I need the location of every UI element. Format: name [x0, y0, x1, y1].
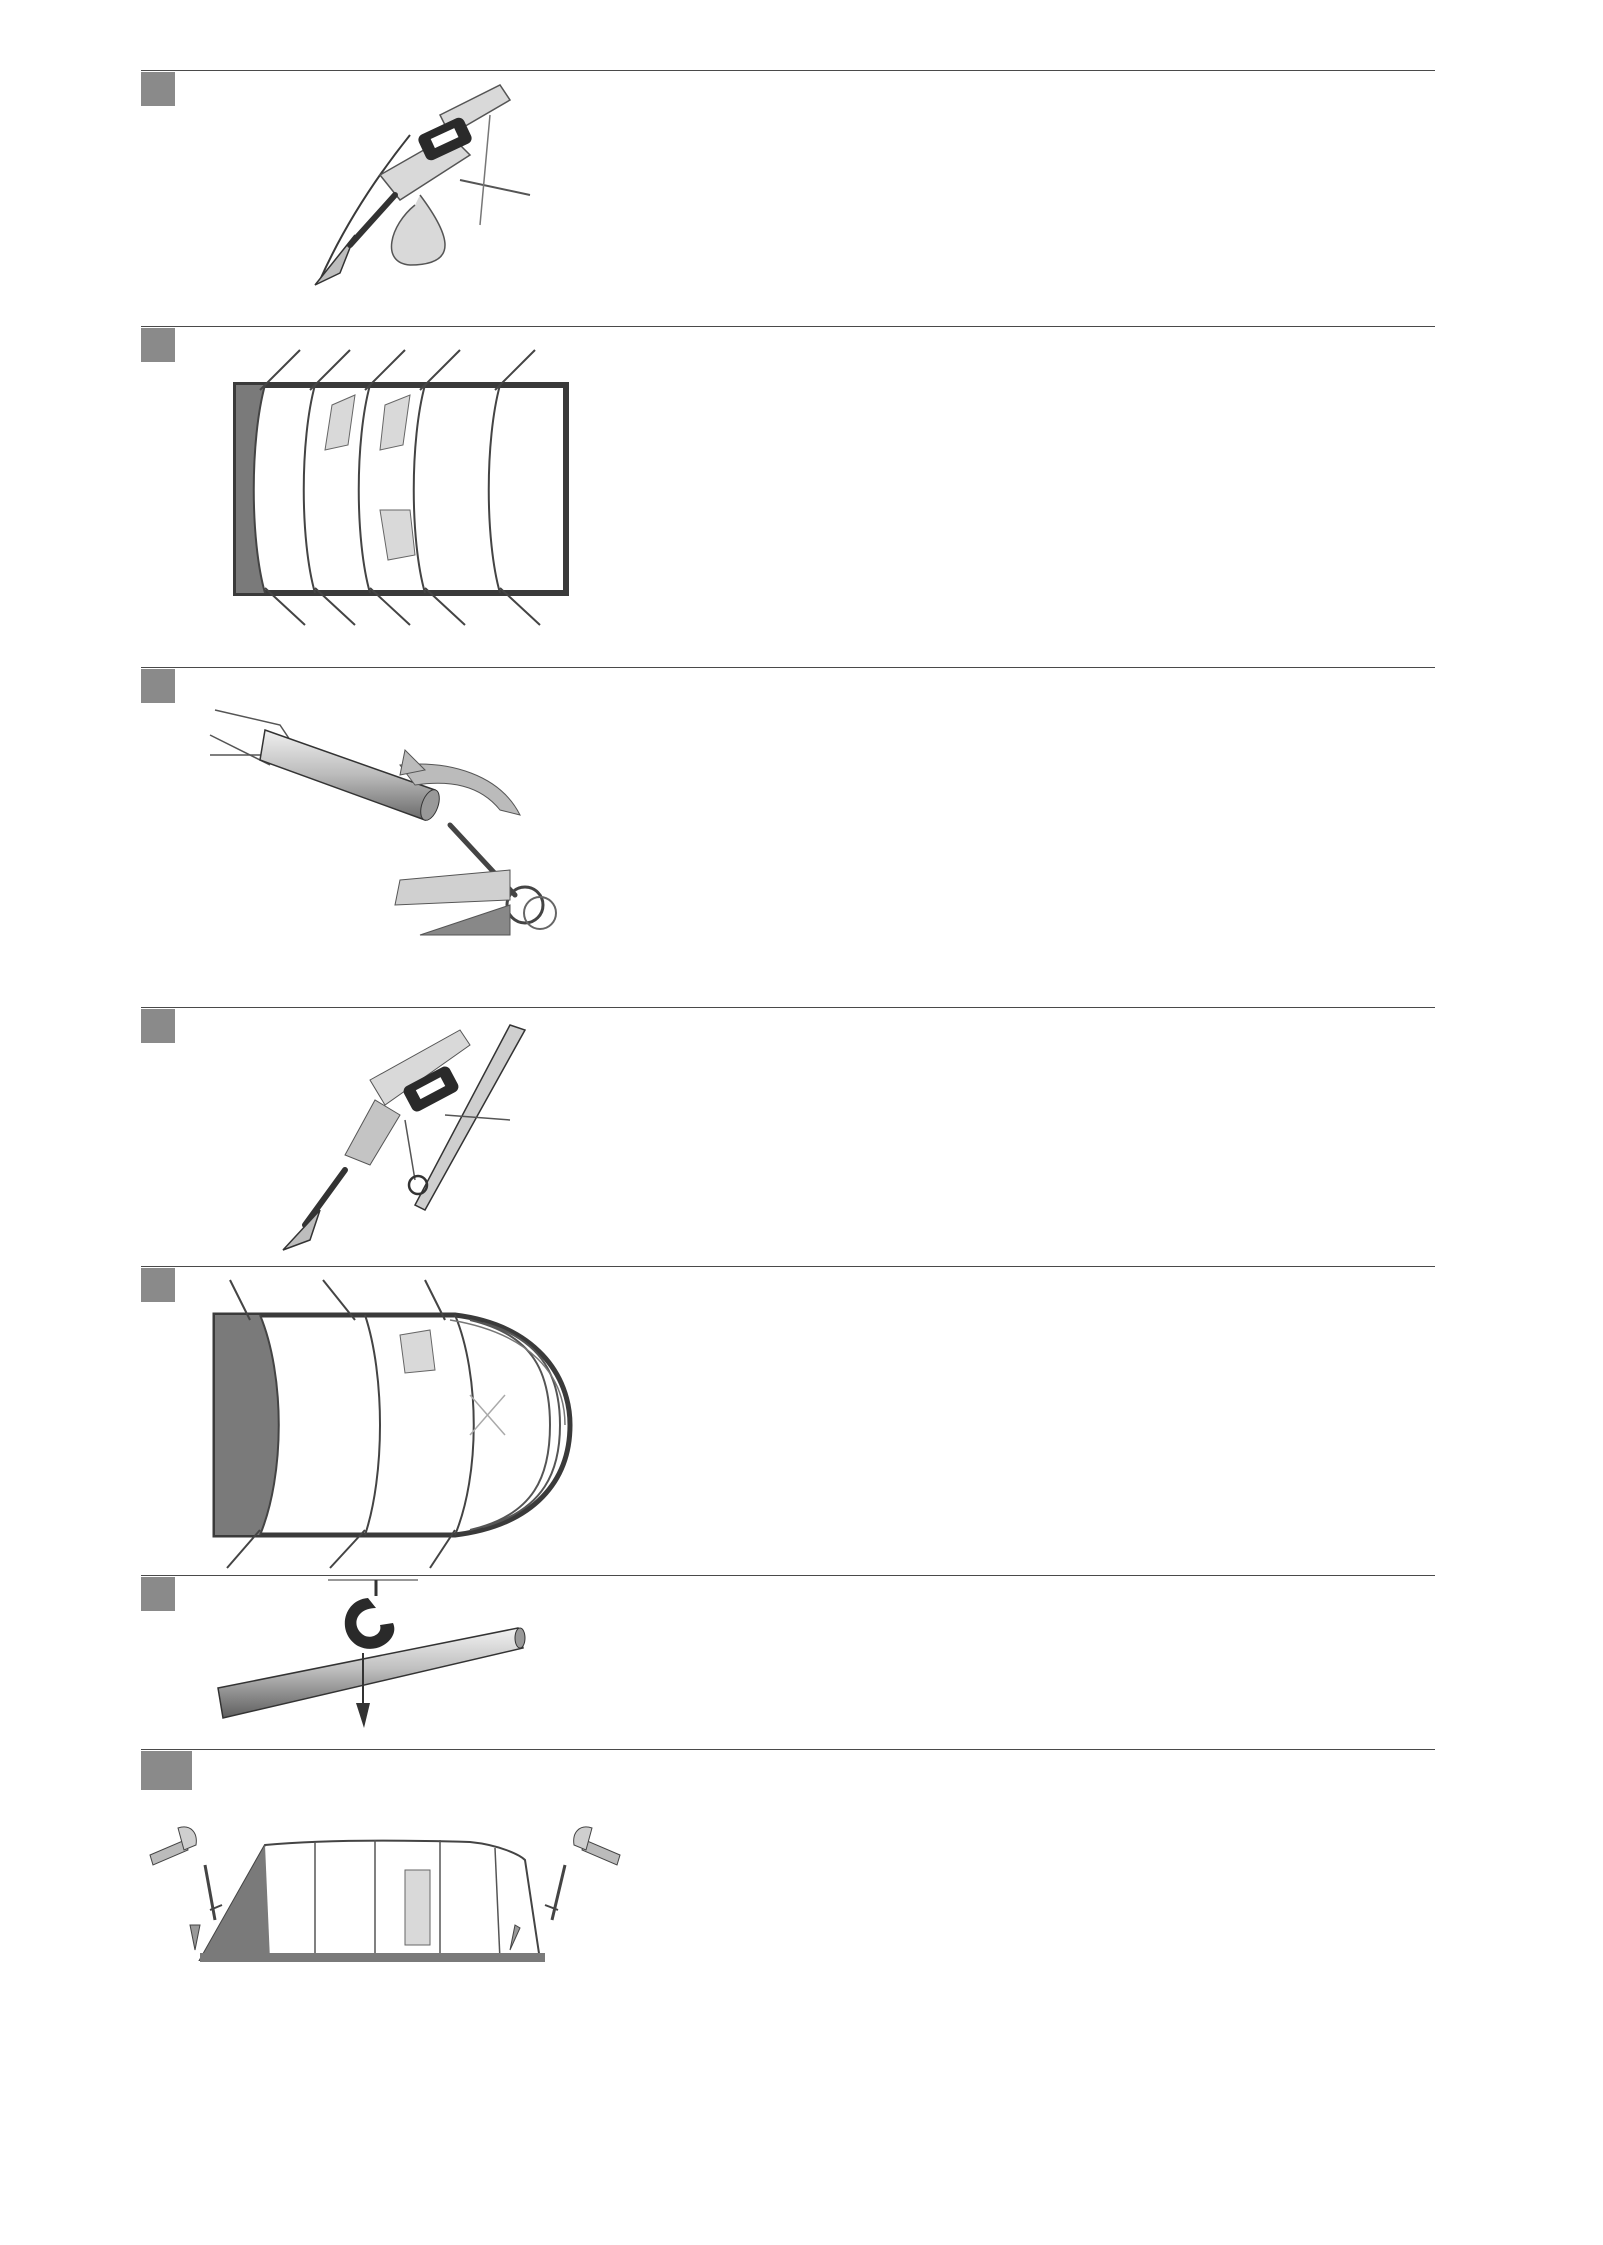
step-marker-1	[141, 72, 175, 106]
tent-pegging-side-view-icon	[140, 1810, 630, 1980]
step-marker-2	[141, 328, 175, 362]
strap-buckle-pole-icon	[275, 1020, 525, 1255]
step-marker-7	[141, 1751, 192, 1790]
pole-end-pin-ring-icon	[210, 705, 590, 955]
separator-5	[141, 1266, 1435, 1267]
separator-1	[141, 70, 1435, 71]
separator-7	[141, 1749, 1435, 1750]
step-marker-6	[141, 1577, 175, 1611]
step-marker-4	[141, 1009, 175, 1043]
separator-2	[141, 326, 1435, 327]
separator-4	[141, 1007, 1435, 1008]
separator-6	[141, 1575, 1435, 1576]
step-marker-3	[141, 669, 175, 703]
tent-frame-arches-top-view-icon	[220, 350, 580, 625]
buckle-strap-tighten-icon	[300, 75, 540, 295]
step-marker-5	[141, 1268, 175, 1302]
pole-clip-hook-icon	[218, 1578, 528, 1733]
separator-3	[141, 667, 1435, 668]
tent-with-porch-top-view-icon	[205, 1275, 580, 1570]
